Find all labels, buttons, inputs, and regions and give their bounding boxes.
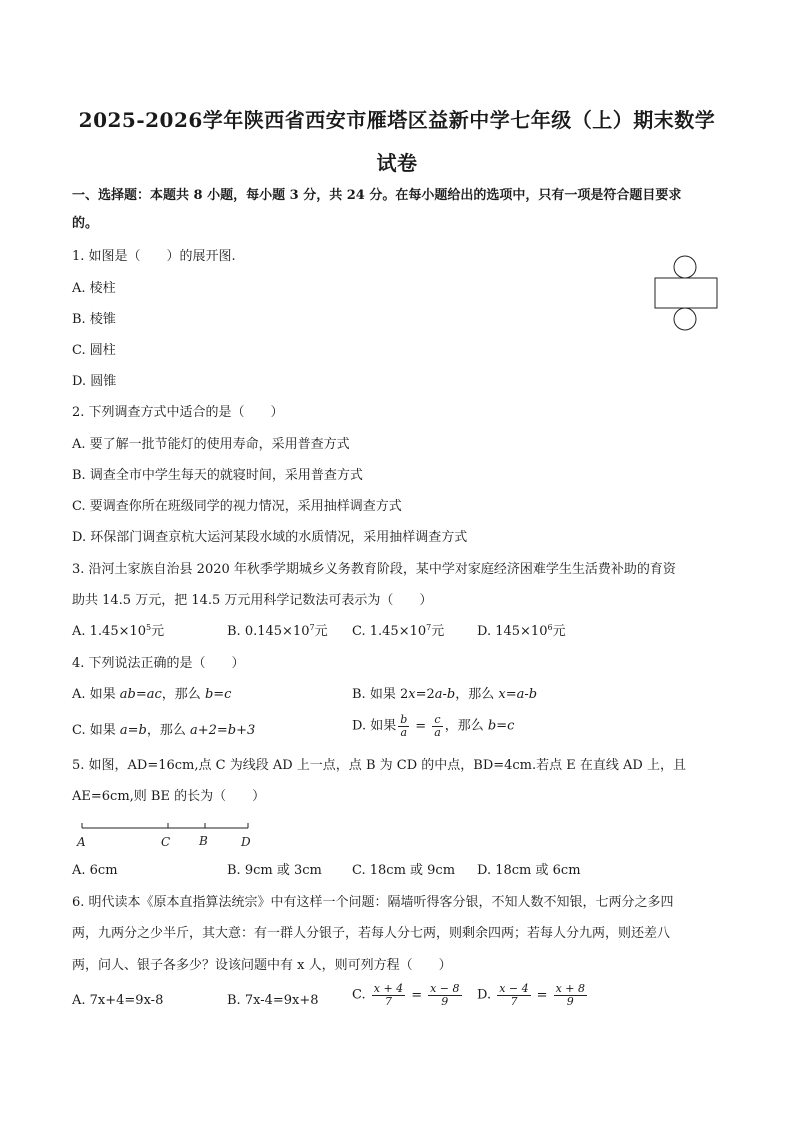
q6-stem-line2: 两，九两分之少半斤，其大意：有一群人分银子，若每人分七两，则剩余四两；若每人分九两，则还差八 [72, 926, 671, 941]
q1-option-d: D. 圆锥 [72, 374, 117, 389]
q1-option-b: B. 棱锥 [72, 312, 116, 327]
q6-option-d: D. $\frac{x - 4}{7}$ = $\frac{x + 8}{9}$ [477, 982, 585, 1008]
q5-option-a: A. 6cm [72, 863, 118, 878]
q4-stem: 4. 下列说法正确的是（ ） [72, 656, 245, 671]
page-title-line1: 2025-2026学年陕西省西安市雁塔区益新中学七年级（上）期末数学 [78, 108, 716, 132]
q4-option-c: C. 如果 a=b，那么 a+2=b+3 [72, 723, 256, 738]
q4-option-b: B. 如果 2x=2a-b，那么 x=a-b [352, 687, 538, 702]
fraction-c-over-a: $\frac{c}{a}$ [434, 713, 441, 739]
q3-stem-line2: 助共 14.5 万元，把 14.5 万元用科学记数法可表示为（ ） [72, 593, 433, 608]
point-label-b: B [199, 834, 208, 848]
fraction-x-plus-8-over-9: $\frac{x + 8}{9}$ [555, 982, 585, 1008]
q1-stem: 1. 如图是（ ）的展开图. [72, 249, 236, 264]
q1-option-a: A. 棱柱 [72, 281, 116, 296]
page-title-line2: 试卷 [376, 151, 418, 175]
fraction-x-minus-8-over-9: $\frac{x - 8}{9}$ [430, 982, 460, 1008]
section-heading-line2: 的。 [72, 216, 99, 231]
q3-stem-line1: 3. 沿河土家族自治县 2020 年秋季学期城乡义务教育阶段，某中学对家庭经济困难学生生活费补助的育资 [72, 562, 676, 577]
q5-stem-line2: AE=6cm,则 BE 的长为（ ） [72, 789, 266, 804]
q2-option-b: B. 调查全市中学生每天的就寝时间，采用普查方式 [72, 468, 363, 483]
q3-option-a: A. $1.45\times 10^5$元 [72, 623, 165, 639]
q6-stem-line1: 6. 明代读本《原本直指算法统宗》中有这样一个问题：隔墙听得客分银，不知人数不知银，七两分之多四 [72, 895, 674, 910]
q2-option-a: A. 要了解一批节能灯的使用寿命，采用普查方式 [72, 437, 350, 452]
section-heading-line1: 一、选择题：本题共 8 小题，每小题 3 分，共 24 分。在每小题给出的选项中，只有一项是符合题目要求 [72, 188, 682, 203]
fraction-x-plus-4-over-7: $\frac{x + 4}{7}$ [373, 982, 404, 1008]
fraction-b-over-a: $\frac{b}{a}$ [400, 713, 408, 739]
net-top-circle [674, 256, 696, 278]
q1-option-c: C. 圆柱 [72, 343, 116, 358]
q5-stem-line1: 5. 如图，AD=16cm,点 C 为线段 AD 上一点，点 B 为 CD 的中点，BD=4cm.若点 E 在直线 AD 上，且 [72, 758, 686, 773]
q5-option-d: D. 18cm 或 6cm [477, 863, 581, 878]
q6-stem-line3: 两，问人、银子各多少？设该问题中有 x 人，则可列方程（ ） [72, 958, 452, 973]
q6-option-b: B. 7x-4=9x+8 [227, 993, 319, 1008]
q5-option-b: B. 9cm 或 3cm [227, 863, 322, 878]
q3-option-c: C. $1.45\times 10^7$元 [352, 623, 445, 639]
q4-option-a: A. 如果 ab=ac，那么 b=c [72, 687, 232, 702]
q3-option-b: B. $0.145\times 10^7$元 [227, 623, 328, 639]
q6-option-c: C. $\frac{x + 4}{7}$ = $\frac{x - 8}{9}$ [352, 982, 460, 1008]
point-label-c: C [161, 835, 171, 849]
point-label-d: D [241, 835, 251, 849]
q2-option-d: D. 环保部门调查京杭大运河某段水域的水质情况，采用抽样调查方式 [72, 530, 468, 545]
q6-option-a: A. 7x+4=9x-8 [72, 993, 164, 1008]
net-rectangle [655, 278, 717, 308]
fraction-x-minus-4-over-7: $\frac{x - 4}{7}$ [499, 982, 529, 1008]
q3-option-d: D. $145\times 10^6$元 [477, 623, 566, 639]
q2-stem: 2. 下列调查方式中适合的是（ ） [72, 405, 284, 420]
q2-option-c: C. 要调查你所在班级同学的视力情况，采用抽样调查方式 [72, 499, 402, 514]
q1-net-figure [650, 254, 722, 334]
point-label-a: A [77, 835, 86, 849]
q5-segment-figure [72, 818, 262, 852]
q4-option-d: D. 如果 $\frac{b}{a}$ = $\frac{c}{a}$ ，那么 b=c [352, 713, 515, 739]
net-bottom-circle [674, 308, 696, 330]
q5-option-c: C. 18cm 或 9cm [352, 863, 456, 878]
